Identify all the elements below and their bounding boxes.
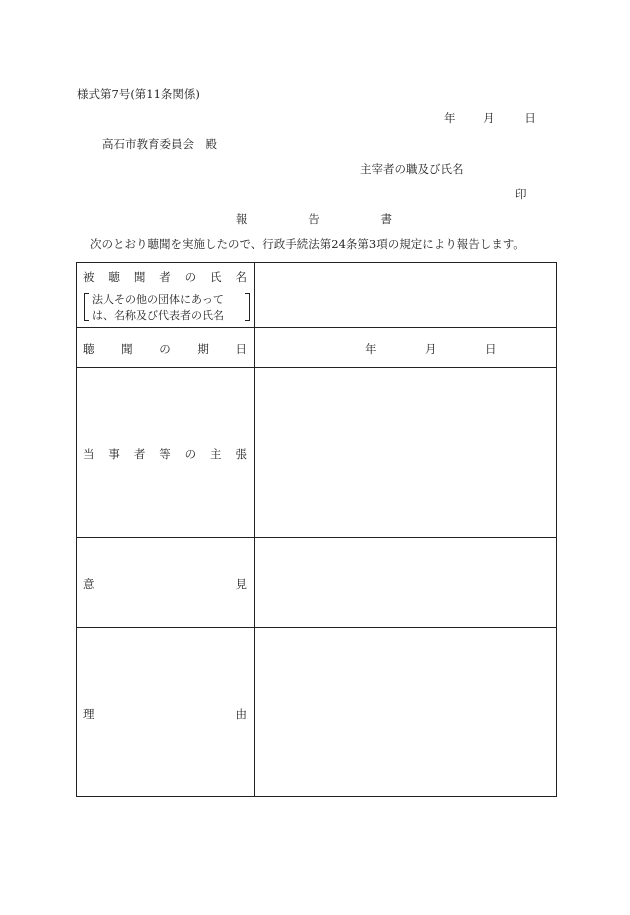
- document-title: [236, 211, 392, 227]
- label-char: 意: [83, 577, 95, 591]
- parties-claims-field[interactable]: [255, 368, 556, 537]
- label-char: 理: [83, 707, 95, 721]
- label-char: 日: [235, 342, 247, 356]
- label-char: 期: [197, 342, 209, 356]
- left-bracket: [84, 293, 89, 321]
- label-char: 由: [235, 707, 247, 721]
- label-char: 聴: [83, 342, 95, 356]
- label-reason: [83, 706, 247, 722]
- label-char: の: [184, 270, 197, 284]
- presider-label: 主宰者の職及び氏名: [360, 162, 464, 176]
- note-line: 法人その他の団体にあって: [92, 293, 224, 306]
- report-table: [76, 262, 557, 797]
- label-parties-claims: [83, 446, 247, 462]
- label-char: 主: [210, 447, 222, 461]
- note-line: は、名称及び代表者の氏名: [92, 309, 224, 322]
- label-char: 名: [235, 270, 247, 284]
- label-char: 被: [83, 270, 95, 284]
- label-hearing-subject-name: [83, 269, 247, 285]
- date-year: 年: [444, 111, 456, 125]
- label-char: 張: [235, 447, 247, 461]
- label-char: 者: [159, 270, 171, 284]
- title-char: 告: [308, 212, 320, 226]
- hearing-date-day: 日: [485, 342, 497, 356]
- date-line: [444, 110, 536, 126]
- label-char: の: [159, 342, 171, 356]
- hearing-date-month: 月: [425, 342, 437, 356]
- date-day: 日: [524, 111, 536, 125]
- title-char: 書: [380, 212, 392, 226]
- addressee: 高石市教育委員会 殿: [102, 137, 217, 151]
- label-char: 聞: [133, 270, 146, 284]
- opinion-field[interactable]: [255, 538, 556, 627]
- title-char: 報: [236, 212, 248, 226]
- hearing-subject-name-field[interactable]: [255, 263, 556, 327]
- hearing-date-year: 年: [365, 342, 377, 356]
- intro-text: 次のとおり聴聞を実施したので、行政手続法第24条第3項の規定により報告します。: [90, 237, 525, 251]
- label-char: 氏: [210, 270, 222, 284]
- label-char: 聴: [108, 270, 120, 284]
- label-char: 聞: [121, 342, 133, 356]
- label-hearing-date: [83, 341, 247, 357]
- label-char: 見: [235, 577, 247, 591]
- hearing-date-field[interactable]: [255, 328, 556, 367]
- right-bracket: [245, 293, 250, 321]
- seal-mark: 印: [515, 187, 527, 201]
- label-char: 等: [159, 447, 171, 461]
- date-month: 月: [483, 111, 495, 125]
- form-number: 様式第7号(第11条関係): [77, 87, 200, 101]
- label-char: の: [184, 447, 197, 461]
- corporate-note: [84, 291, 250, 323]
- label-char: 者: [133, 447, 146, 461]
- label-opinion: [83, 576, 247, 592]
- label-char: 事: [108, 447, 120, 461]
- label-char: 当: [83, 447, 95, 461]
- reason-field[interactable]: [255, 628, 556, 796]
